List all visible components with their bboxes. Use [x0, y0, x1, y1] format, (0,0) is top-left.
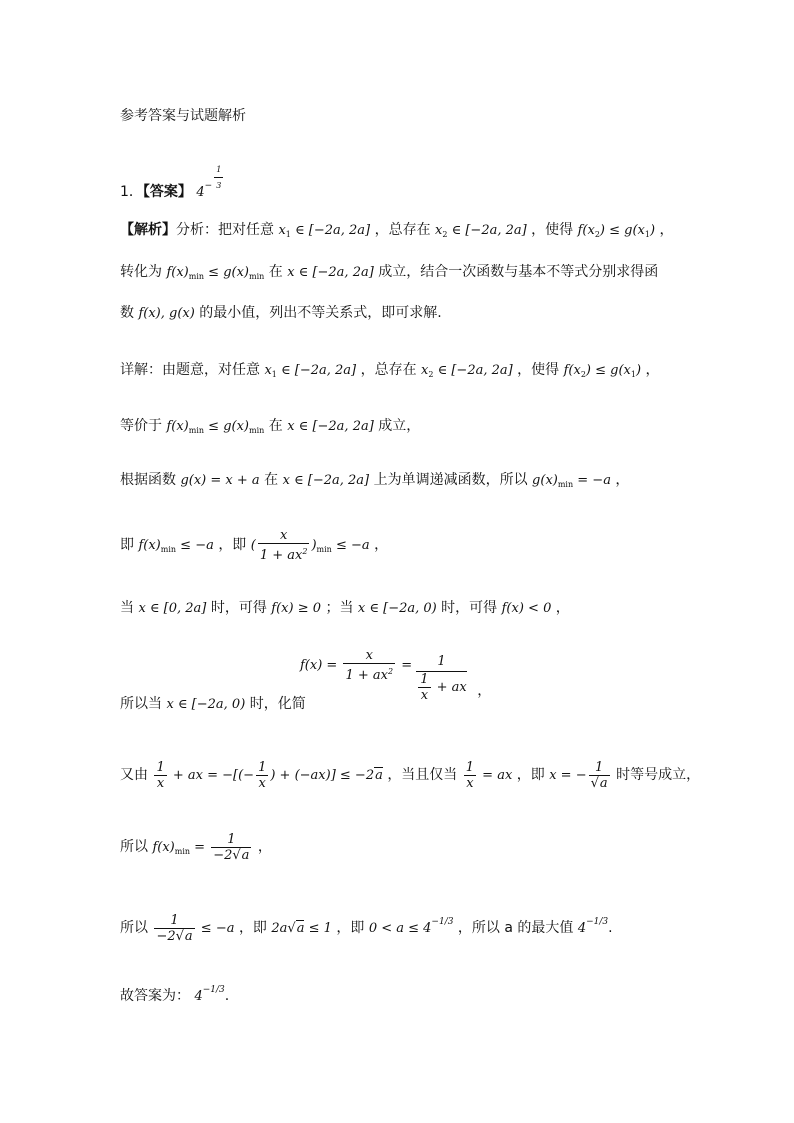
- formula: $f(x)_{min} \le g(x)_{min}$: [166, 419, 265, 435]
- formula: x ∈ [0, 2a]: [138, 601, 207, 616]
- detail-line-5: 当 x ∈ [0, 2a] 时，可得 f(x) ≥ 0 ；当 x ∈ [−2a, 0) 时，可得 f(x) < 0 ，: [120, 600, 570, 616]
- formula: $x_2$ ∈ [−2a, 2a]: [421, 363, 513, 379]
- detail-line-8: 所以 $f(x)_{min}$ = $\frac{1}{-2√a}$ ，: [120, 832, 272, 863]
- formula: $x_1$ ∈ [−2a, 2a]: [264, 363, 357, 379]
- formula: x ∈ [−2a, 0): [166, 697, 246, 712]
- formula: x ∈ [−2a, 2a]: [287, 419, 374, 434]
- formula: g(x) = x + a: [180, 473, 260, 488]
- analysis-line-3: 数 f(x), g(x) 的最小值，列出不等关系式，即可求解.: [120, 305, 442, 321]
- formula: f(x) ≥ 0: [271, 601, 321, 616]
- detail-line-3: 根据函数 g(x) = x + a 在 x ∈ [−2a, 2a] 上为单调递减函数，所以 $g(x)_{min} = -a$ ，: [120, 472, 630, 489]
- answer-line: 1．【答案】 $4^{- \frac{1}{3}}$: [120, 162, 225, 203]
- formula: $f(x)_{min} \le g(x)_{min}$: [166, 265, 265, 281]
- formula: $\frac{1}{x}$ + ax = −[(− $\frac{1}{x}$ ) + (−ax)] ≤ −2a: [156, 760, 383, 791]
- formula: ( $\frac{x}{1 + ax^2}$ )$_{min} \le -a$: [250, 528, 370, 563]
- formula: f(x), g(x): [138, 306, 195, 321]
- simplify-formula: f(x) = $\frac{x}{1 + ax^2}$ = 1 $\frac{1}{x}$ + ax ，: [300, 648, 492, 703]
- formula: $\frac{1}{-2√a}$ ≤ −a: [156, 913, 235, 944]
- formula: $f(x)_{min} \le -a$: [138, 538, 214, 554]
- formula: 2a√a ≤ 1: [271, 921, 332, 936]
- formula: $g(x)_{min} = -a$: [532, 473, 611, 489]
- formula: $f(x)_{min}$ = $\frac{1}{-2√a}$: [152, 832, 250, 863]
- analysis-line-1: 【解析】分析：把对任意 $x_1$ ∈ [−2a, 2a] ，总存在 $x_2$ ∈ [−2a, 2a] ，使得 $f(x_2) \le g(x_1)$ ，: [120, 222, 674, 239]
- formula: x = − $\frac{1}{√a}$: [549, 760, 608, 791]
- detail-line-2: 等价于 $f(x)_{min} \le g(x)_{min}$ 在 x ∈ [−2a, 2a] 成立，: [120, 418, 421, 435]
- formula: x ∈ [−2a, 0): [357, 601, 437, 616]
- section-heading: 参考答案与试题解析: [120, 108, 246, 124]
- formula: $x_2$ ∈ [−2a, 2a]: [435, 223, 527, 239]
- formula: $f(x_2) \le g(x_1)$: [577, 223, 656, 239]
- formula: $x_1$ ∈ [−2a, 2a]: [278, 223, 371, 239]
- formula: $0 < a \le 4^{-1/3}$: [368, 917, 454, 936]
- final-answer-line: 故答案为： $4^{-1/3}$.: [120, 985, 230, 1004]
- formula: $\frac{1}{x}$ = ax: [465, 760, 513, 791]
- detail-line-4: 即 $f(x)_{min} \le -a$ ，即 ( $\frac{x}{1 + ax^2}$ )$_{min} \le -a$ ，: [120, 528, 389, 563]
- detail-line-9: 所以 $\frac{1}{-2√a}$ ≤ −a ，即 2a√a ≤ 1 ，即 $0 < a \le 4^{-1/3}$ ，所以 a 的最大值 $4^{-1/3}$.: [120, 913, 613, 944]
- answer-formula: $4^{- \frac{1}{3}}$: [196, 165, 222, 200]
- formula: x ∈ [−2a, 2a]: [287, 265, 374, 280]
- formula: $4^{-1/3}$: [577, 917, 609, 936]
- detail-line-6: 所以当 x ∈ [−2a, 0) 时，化简: [120, 696, 306, 712]
- analysis-line-2: 转化为 $f(x)_{min} \le g(x)_{min}$ 在 x ∈ [−2a, 2a] 成立，结合一次函数与基本不等式分别求得函: [120, 264, 659, 281]
- formula: x ∈ [−2a, 2a]: [282, 473, 370, 488]
- detail-line-7: 又由 $\frac{1}{x}$ + ax = −[(− $\frac{1}{x}$ ) + (−ax)] ≤ −2a ，当且仅当 $\frac{1}{x}$ = ax ，即 x = − $\frac{1}{√a}$ 时等号成立，: [120, 760, 701, 791]
- formula: $4^{-1/3}$: [194, 985, 225, 1004]
- formula: f(x) < 0: [501, 601, 552, 616]
- detail-line-1: 详解：由题意，对任意 $x_1$ ∈ [−2a, 2a] ，总存在 $x_2$ ∈ [−2a, 2a] ，使得 $f(x_2) \le g(x_1)$ ，: [120, 362, 660, 379]
- formula: $f(x_2) \le g(x_1)$: [563, 363, 642, 379]
